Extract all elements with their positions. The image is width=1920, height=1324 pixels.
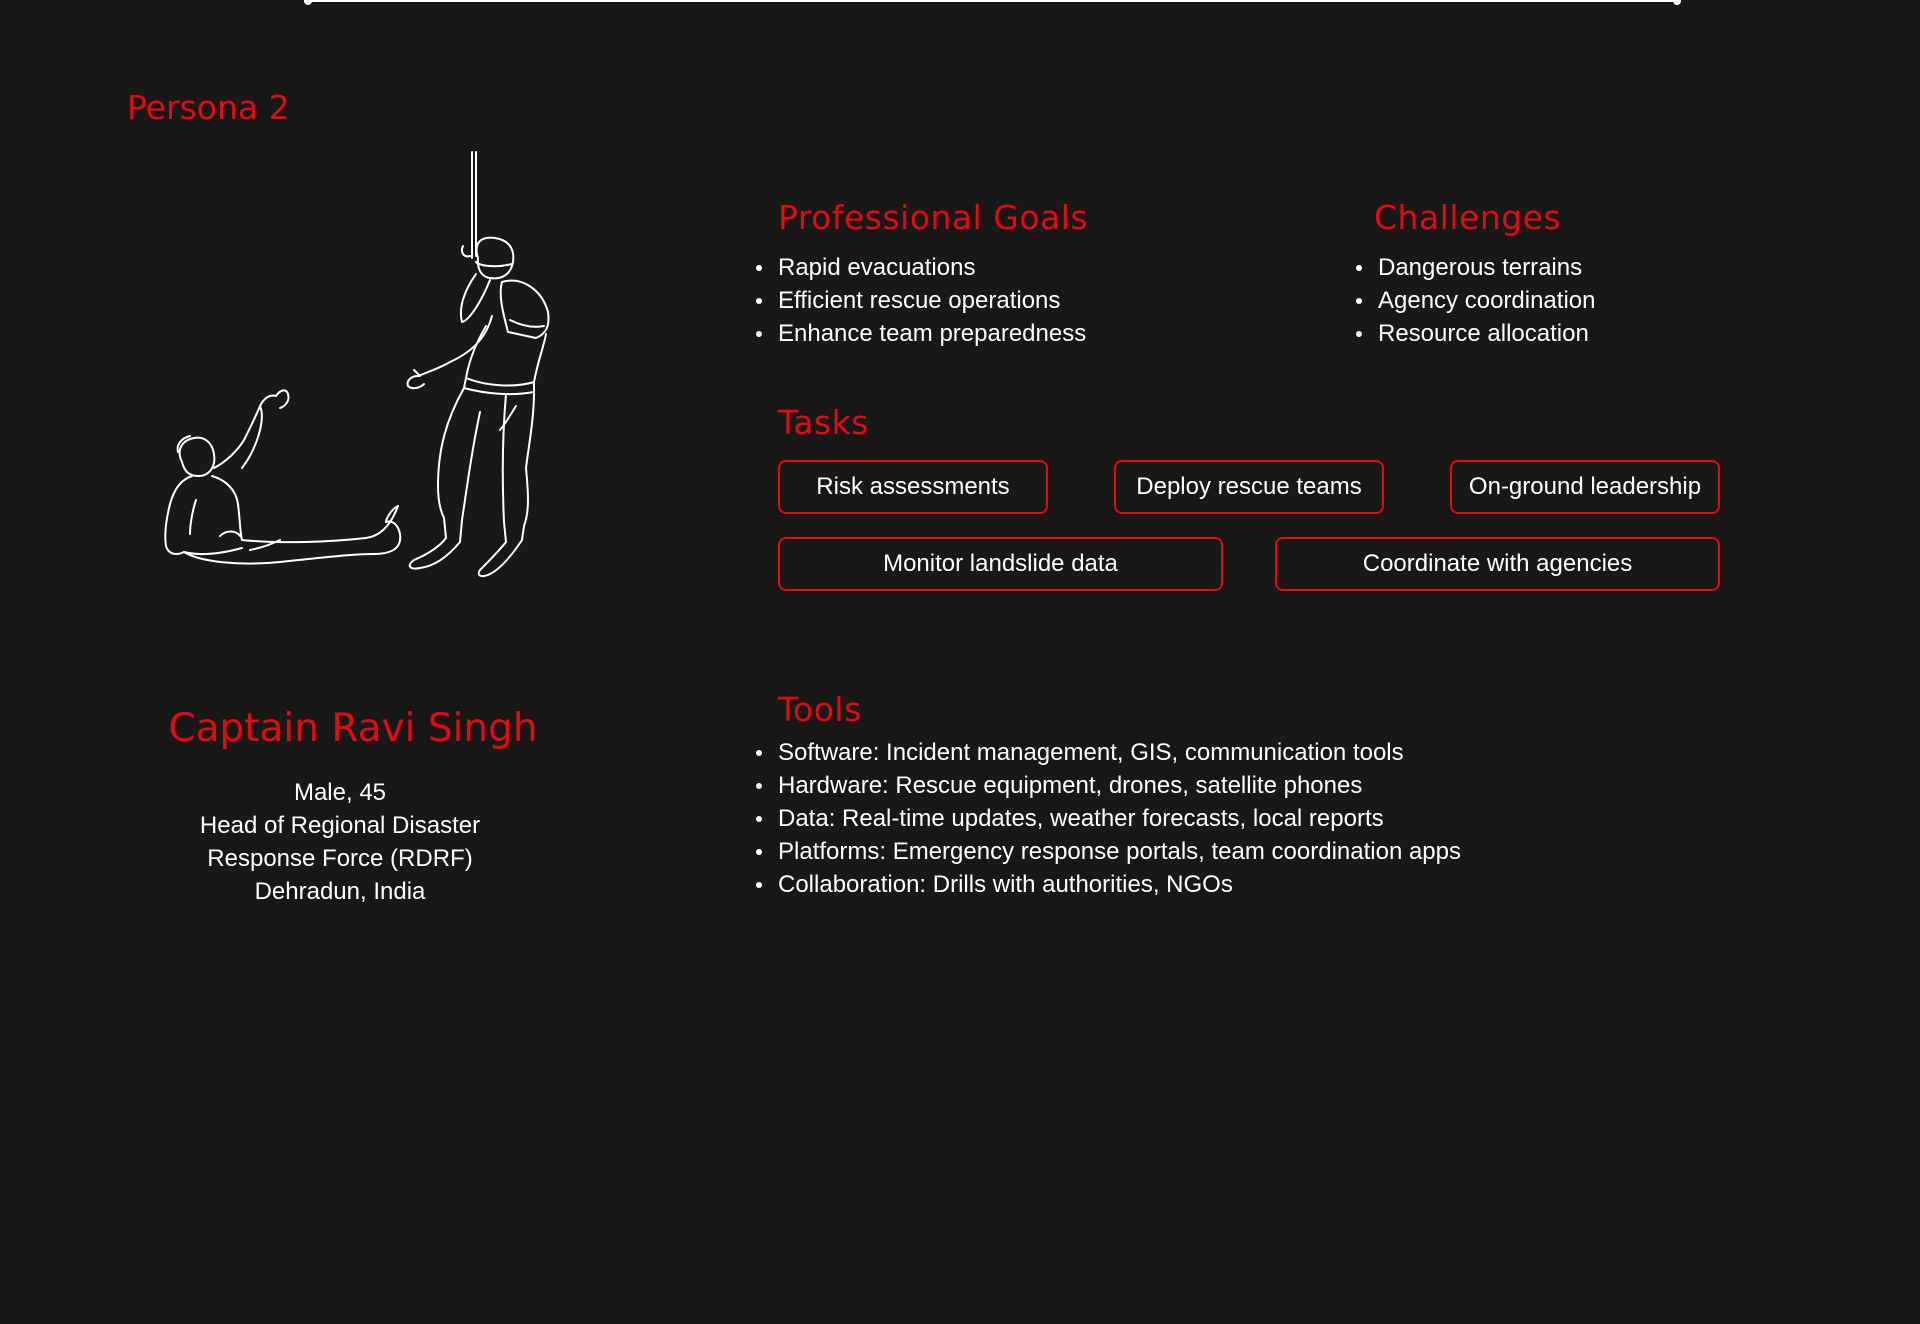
persona-location: Dehradun, India [254, 878, 426, 905]
task-chip-on-ground-leadership[interactable]: On-ground leadership [1450, 460, 1720, 514]
task-chip-deploy-rescue-teams[interactable]: Deploy rescue teams [1114, 460, 1384, 514]
tasks-heading: Tasks [778, 403, 869, 442]
rescue-rappelling-illustration [130, 150, 560, 690]
divider-endpoint-right [1673, 0, 1681, 5]
tool-item: Collaboration: Drills with authorities, NGOs [756, 868, 1461, 901]
goals-list [756, 251, 1086, 350]
tools-heading: Tools [778, 690, 862, 729]
challenge-item: Agency coordination [1356, 284, 1595, 317]
goals-heading: Professional Goals [778, 198, 1089, 237]
tool-item: Software: Incident management, GIS, communication tools [756, 736, 1461, 769]
divider-endpoint-left [304, 0, 312, 5]
challenge-item: Dangerous terrains [1356, 251, 1595, 284]
challenge-item: Resource allocation [1356, 317, 1595, 350]
goal-item: Efficient rescue operations [756, 284, 1086, 317]
persona-gender-age: Male, 45 [293, 779, 387, 806]
task-chip-risk-assessments[interactable]: Risk assessments [778, 460, 1048, 514]
persona-role-line-1: Head of Regional Disaster [199, 812, 481, 839]
persona-role-line-2: Response Force (RDRF) [207, 845, 473, 872]
persona-name: Captain Ravi Singh [168, 706, 538, 751]
goal-item: Enhance team preparedness [756, 317, 1086, 350]
tool-item: Hardware: Rescue equipment, drones, satellite phones [756, 769, 1461, 802]
top-divider [307, 0, 1678, 2]
task-chip-coordinate-with-agencies[interactable]: Coordinate with agencies [1275, 537, 1720, 591]
persona-label: Persona 2 [127, 88, 290, 127]
challenges-list [1356, 251, 1595, 350]
persona-details [140, 776, 540, 908]
challenges-heading: Challenges [1374, 198, 1562, 237]
task-chip-monitor-landslide-data[interactable]: Monitor landslide data [778, 537, 1223, 591]
goal-item: Rapid evacuations [756, 251, 1086, 284]
tool-item: Platforms: Emergency response portals, team coordination apps [756, 835, 1461, 868]
tool-item: Data: Real-time updates, weather forecasts, local reports [756, 802, 1461, 835]
tools-list [756, 736, 1461, 901]
